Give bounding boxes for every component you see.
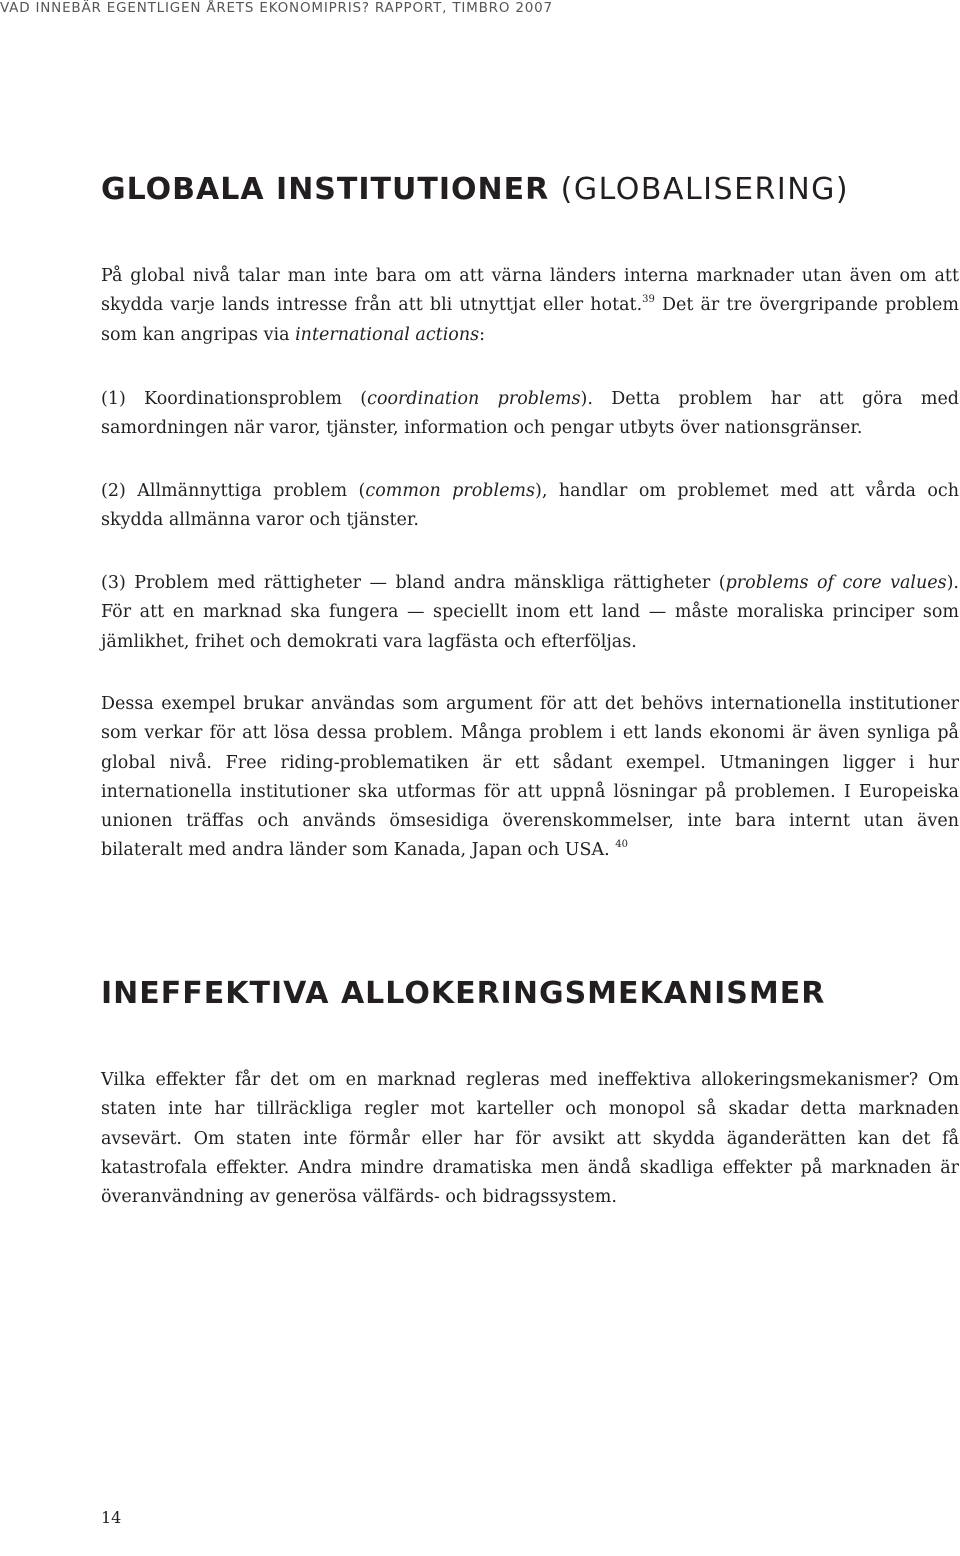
item3-text: (3) Problem med rättigheter — bland andra mänskliga rättigheter ( — [101, 573, 726, 593]
item2-text: (2) Allmännyttiga problem ( — [101, 481, 366, 501]
conclusion-text: Dessa exempel brukar användas som argument för att det behövs internationella institutioner som verkar för att lösa dessa problem. Många problem i ett lands ekonomi är även synliga på global nivå. Free riding-problematiken är ett sådant exempel. Utmaningen ligger i hur internationella institutioner ska utformas för att uppnå lösningar på problemen. I Europeiska unionen träffas och används ömsesidiga överenskommelser, inte bara internt utan även bilateralt med andra länder som Kanada, Japan och USA. — [101, 694, 959, 861]
conclusion-paragraph — [101, 690, 959, 866]
item2-text-continued: ), handlar om problemet med att vårda och skydda allmänna varor och tjänster. — [101, 481, 960, 531]
problem-item-1 — [101, 385, 959, 444]
section-heading-ineffektiva: INEFFEKTIVA ALLOKERINGSMEKANISMER — [101, 976, 826, 1011]
section-heading-globala-institutioner — [101, 172, 849, 207]
heading-bold-text: GLOBALA INSTITUTIONER — [101, 172, 550, 207]
running-header: VAD INNEBÄR EGENTLIGEN ÅRETS EKONOMIPRIS? RAPPORT, TIMBRO 2007 — [0, 0, 553, 16]
item1-italic-term: coordination problems — [367, 389, 581, 409]
item1-text-continued: ). Detta problem har att göra med samordningen när varor, tjänster, information och pengar utbyts över nationsgränser. — [101, 389, 960, 439]
item3-italic-term: problems of core values — [725, 573, 947, 593]
heading-light-text: (GLOBALISERING) — [560, 172, 850, 207]
intro-text: På global nivå talar man inte bara om att värna länders interna marknader utan även om att skydda varje lands intresse från att bli utnyttjat eller hotat. — [101, 266, 959, 316]
footnote-ref-39: 39 — [642, 294, 655, 306]
problem-item-3 — [101, 569, 959, 657]
intro-paragraph — [101, 262, 959, 350]
intro-text-continued: Det är tre övergripande problem som kan angripas via — [101, 295, 959, 345]
footnote-ref-40: 40 — [615, 839, 628, 851]
intro-italic-term: international actions — [295, 324, 480, 345]
item1-text: (1) Koordinationsproblem ( — [101, 389, 368, 409]
page-number: 14 — [101, 1508, 122, 1527]
item3-text-continued: ). För att en marknad ska fungera — speciellt inom ett land — måste moraliska principer som jämlikhet, frihet och demokrati vara lagfästa och efterföljas. — [101, 573, 959, 652]
problem-item-2 — [101, 477, 959, 536]
intro-text-end: : — [479, 324, 485, 345]
allocation-paragraph: Vilka effekter får det om en marknad regleras med ineffektiva allokeringsmekanismer? Om staten inte har tillräckliga regler mot karteller och monopol så skadar detta marknaden avsevärt. Om staten inte förmår eller har för avsikt att skydda äganderätten kan det få katastrofala effekter. Andra mindre dramatiska men ändå skadliga effekter på marknaden är överanvändning av generösa välfärds- och bidragssystem. — [101, 1070, 959, 1208]
item2-italic-term: common problems — [365, 481, 535, 501]
